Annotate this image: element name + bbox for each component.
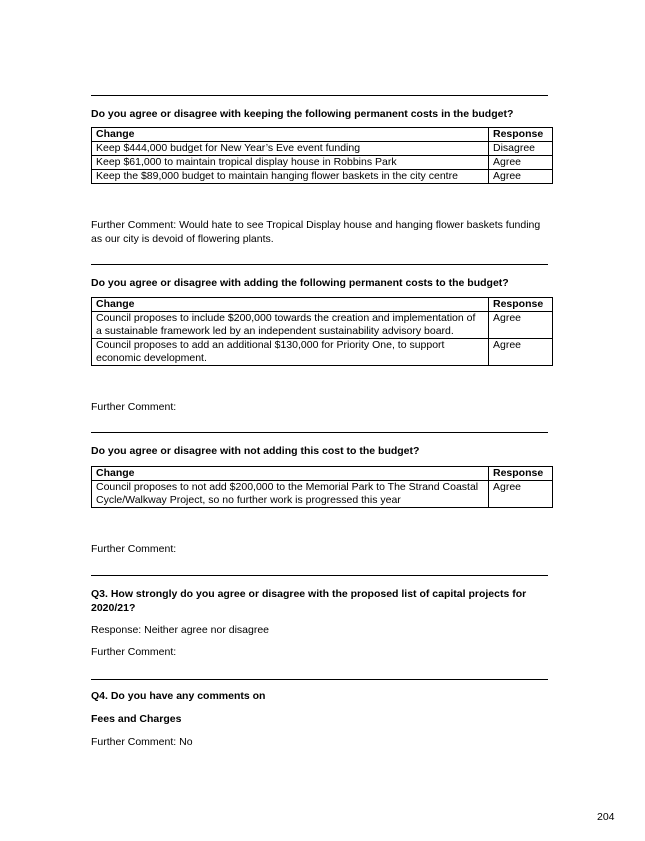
section1-table <box>91 127 553 184</box>
section2-question: Do you agree or disagree with adding the following permanent costs to the budget? <box>91 277 509 289</box>
q3-question: Q3. How strongly do you agree or disagree with the proposed list of capital projects for 2020/21? <box>91 588 527 614</box>
section2-comment: Further Comment: <box>91 401 177 413</box>
response-cell: Disagree <box>489 142 553 156</box>
section1-comment: Further Comment: Would hate to see Tropical Display house and hanging flower baskets funding as our city is devoid of flowering plants. <box>91 219 541 245</box>
divider <box>91 432 548 433</box>
change-cell: Council proposes to add an additional $130,000 for Priority One, to support economic development. <box>92 339 489 366</box>
column-header-change: Change <box>92 467 489 481</box>
section3-question: Do you agree or disagree with not adding this cost to the budget? <box>91 445 420 457</box>
column-header-response: Response <box>489 298 553 312</box>
change-cell: Keep $444,000 budget for New Year’s Eve event funding <box>92 142 489 156</box>
divider <box>91 264 548 265</box>
q3-response: Response: Neither agree nor disagree <box>91 624 270 636</box>
change-cell: Keep $61,000 to maintain tropical display house in Robbins Park <box>92 156 489 170</box>
table-header-row <box>92 467 553 481</box>
response-cell: Agree <box>489 339 553 366</box>
q4-subheading: Fees and Charges <box>91 713 182 725</box>
section1-question: Do you agree or disagree with keeping the following permanent costs in the budget? <box>91 108 514 120</box>
table-row <box>92 142 553 156</box>
table-row <box>92 481 553 508</box>
column-header-change: Change <box>92 298 489 312</box>
section3-table <box>91 466 553 508</box>
response-cell: Agree <box>489 170 553 184</box>
page-number: 204 <box>597 811 615 823</box>
q4-question: Q4. Do you have any comments on <box>91 690 266 702</box>
change-cell: Council proposes to include $200,000 towards the creation and implementation of a sustainable framework led by an independent sustainability advisory board. <box>92 312 489 339</box>
table-header-row <box>92 128 553 142</box>
q4-comment: Further Comment: No <box>91 736 193 748</box>
divider <box>91 95 548 96</box>
section3-comment: Further Comment: <box>91 543 177 555</box>
change-cell: Keep the $89,000 budget to maintain hanging flower baskets in the city centre <box>92 170 489 184</box>
table-row <box>92 156 553 170</box>
column-header-response: Response <box>489 128 553 142</box>
response-cell: Agree <box>489 156 553 170</box>
change-cell: Council proposes to not add $200,000 to the Memorial Park to The Strand Coastal Cycle/Walkway Project, so no further work is progressed this year <box>92 481 489 508</box>
response-cell: Agree <box>489 481 553 508</box>
q3-comment: Further Comment: <box>91 646 177 658</box>
divider <box>91 679 548 680</box>
response-cell: Agree <box>489 312 553 339</box>
column-header-response: Response <box>489 467 553 481</box>
table-row <box>92 339 553 366</box>
table-header-row <box>92 298 553 312</box>
divider <box>91 575 548 576</box>
table-row <box>92 312 553 339</box>
table-row <box>92 170 553 184</box>
section2-table <box>91 297 553 366</box>
column-header-change: Change <box>92 128 489 142</box>
